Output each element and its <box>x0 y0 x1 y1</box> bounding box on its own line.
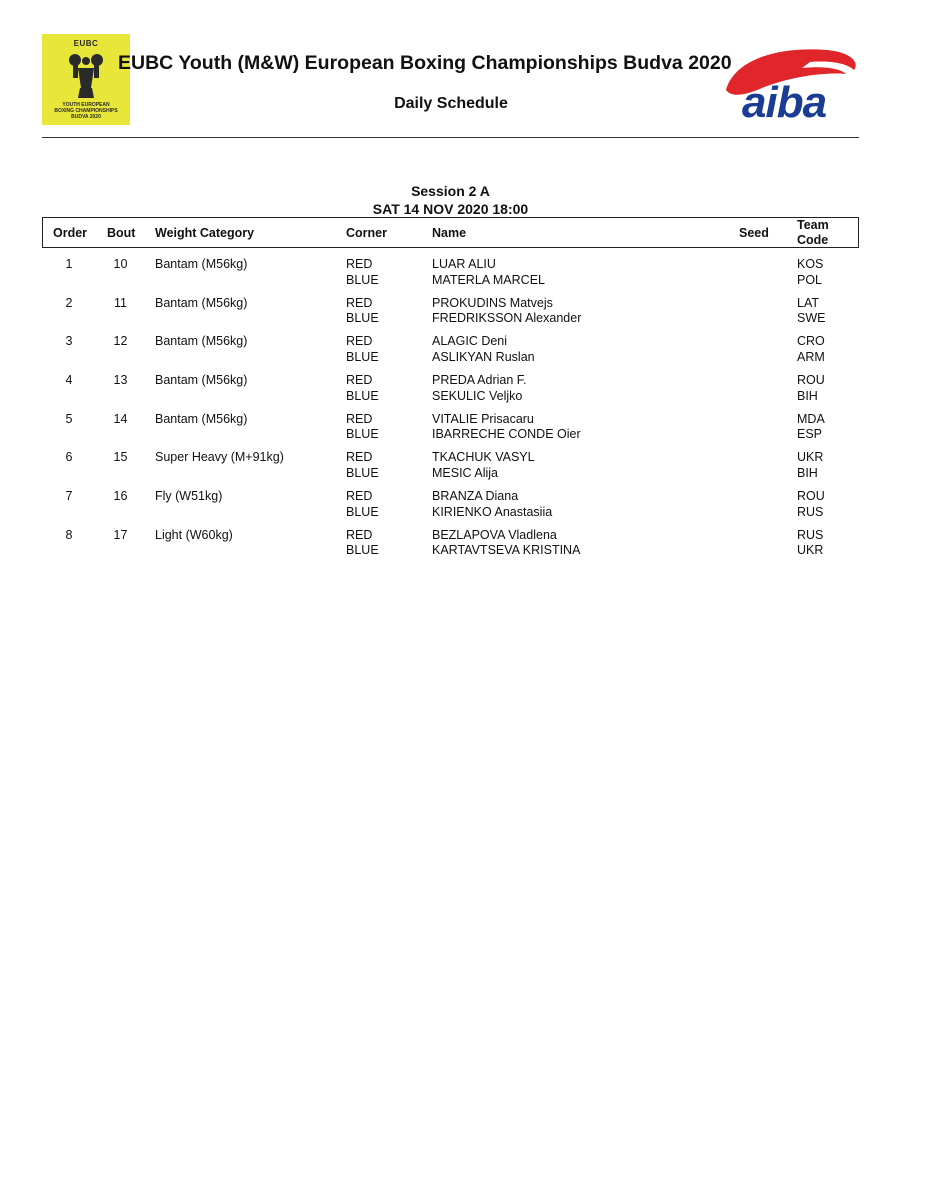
team-code-cell <box>797 373 825 404</box>
order-cell <box>42 450 96 466</box>
team-code-cell-line: ARM <box>797 349 825 364</box>
team-code-cell <box>797 489 825 520</box>
order-cell-line: 6 <box>65 450 73 465</box>
order-cell <box>42 257 96 273</box>
order-cell-line: 7 <box>65 489 73 504</box>
team-code-cell-line: UKR <box>797 450 824 465</box>
session-datetime: SAT 14 NOV 2020 18:00 <box>372 201 529 217</box>
corner-cell-line: RED <box>346 257 373 271</box>
boxer-name-cell-line: VITALIE Prisacaru <box>432 411 534 426</box>
order-cell <box>42 489 96 505</box>
corner-cell-line: BLUE <box>346 388 379 403</box>
bout-cell <box>110 257 131 273</box>
bout-cell-line: 13 <box>113 373 128 388</box>
boxer-name-cell <box>432 334 535 365</box>
boxer-name-cell-line: BRANZA Diana <box>432 489 519 504</box>
bout-cell-line: 10 <box>113 257 128 271</box>
boxer-name-cell-line: ALAGIC Deni <box>432 334 508 349</box>
order-cell-line: 4 <box>65 373 73 388</box>
boxer-name-cell <box>432 489 552 520</box>
team-code-cell-line: CRO <box>797 334 825 349</box>
eubc-caption-line: BOXING CHAMPIONSHIPS <box>54 108 118 114</box>
boxer-name-cell-line: ASLIKYAN Ruslan <box>432 349 535 364</box>
boxer-trophy-icon <box>64 50 108 100</box>
boxer-name-cell-line: TKACHUK VASYL <box>432 450 535 465</box>
header-weight-category: Weight Category <box>155 226 255 240</box>
weight-category-cell <box>155 489 222 505</box>
corner-cell <box>346 334 379 365</box>
order-cell-line: 1 <box>65 257 73 271</box>
corner-cell-line: BLUE <box>346 272 379 287</box>
corner-cell <box>346 528 379 559</box>
weight-category-cell-line: Super Heavy (M+91kg) <box>155 450 284 465</box>
table-row <box>42 412 859 451</box>
boxer-name-cell <box>432 412 581 443</box>
team-code-cell-line: UKR <box>797 543 824 558</box>
order-cell <box>42 373 96 389</box>
bout-cell-line: 14 <box>113 411 128 426</box>
order-cell <box>42 334 96 350</box>
weight-category-cell-line: Bantam (M56kg) <box>155 334 248 349</box>
order-cell <box>42 528 96 544</box>
header-divider <box>42 137 859 138</box>
corner-cell-line: BLUE <box>346 543 379 558</box>
team-code-cell <box>797 528 823 559</box>
weight-category-cell-line: Bantam (M56kg) <box>155 411 248 426</box>
team-code-cell <box>797 296 825 327</box>
corner-cell-line: RED <box>346 295 373 310</box>
header-seed: Seed <box>739 226 769 240</box>
bout-cell-line: 17 <box>113 527 128 542</box>
bout-cell <box>110 296 131 312</box>
bout-cell <box>110 528 131 544</box>
header-code-line: Code <box>797 233 829 247</box>
table-header <box>42 217 859 248</box>
weight-category-cell <box>155 296 247 312</box>
page-title: EUBC Youth (M&W) European Boxing Championships Budva 2020 <box>118 52 732 74</box>
order-cell-line: 5 <box>65 411 73 426</box>
team-code-cell-line: MDA <box>797 411 825 426</box>
eubc-caption-line: BUDVA 2020 <box>71 114 101 120</box>
corner-cell <box>346 412 379 443</box>
corner-cell <box>346 257 379 288</box>
team-code-cell-line: BIH <box>797 388 818 403</box>
header-bout: Bout <box>107 226 136 240</box>
header-corner: Corner <box>346 226 387 240</box>
weight-category-cell-line: Light (W60kg) <box>155 527 233 542</box>
order-cell-line: 8 <box>65 527 73 542</box>
team-code-cell-line: KOS <box>797 257 824 271</box>
bout-cell-line: 12 <box>113 334 128 349</box>
team-code-cell-line: ROU <box>797 373 825 388</box>
table-row <box>42 489 859 528</box>
header-team-code <box>797 218 829 248</box>
corner-cell-line: BLUE <box>346 504 379 519</box>
team-code-cell <box>797 412 825 443</box>
boxer-name-cell <box>432 528 580 559</box>
team-code-cell-line: RUS <box>797 504 824 519</box>
boxer-name-cell-line: PREDA Adrian F. <box>432 373 527 388</box>
boxer-name-cell-line: KIRIENKO Anastasiia <box>432 504 553 519</box>
table-row <box>42 296 859 335</box>
corner-cell-line: RED <box>346 450 373 465</box>
team-code-cell <box>797 257 823 288</box>
team-code-cell <box>797 450 823 481</box>
order-cell <box>42 296 96 312</box>
team-code-cell-line: POL <box>797 272 823 287</box>
team-code-cell-line: SWE <box>797 311 826 326</box>
table-row <box>42 373 859 412</box>
order-cell-line: 3 <box>65 334 73 349</box>
corner-cell-line: RED <box>346 411 373 426</box>
corner-cell <box>346 296 379 327</box>
boxer-name-cell <box>432 450 535 481</box>
boxer-name-cell-line: LUAR ALIU <box>432 257 496 271</box>
weight-category-cell <box>155 528 233 544</box>
boxer-name-cell-line: KARTAVTSEVA KRISTINA <box>432 543 581 558</box>
order-cell-line: 2 <box>65 295 73 310</box>
team-code-cell-line: LAT <box>797 295 819 310</box>
bout-cell <box>110 450 131 466</box>
corner-cell-line: BLUE <box>346 311 379 326</box>
bout-cell <box>110 412 131 428</box>
boxer-name-cell <box>432 296 581 327</box>
bout-list <box>42 257 859 567</box>
bout-cell-line: 15 <box>113 450 128 465</box>
team-code-cell-line: RUS <box>797 527 824 542</box>
corner-cell-line: RED <box>346 334 373 349</box>
boxer-name-cell-line: IBARRECHE CONDE Oier <box>432 427 581 442</box>
eubc-caption-line: YOUTH EUROPEAN <box>62 102 110 108</box>
boxer-name-cell-line: PROKUDINS Matvejs <box>432 295 553 310</box>
bout-cell-line: 11 <box>114 295 127 310</box>
bout-cell <box>110 334 131 350</box>
corner-cell-line: BLUE <box>346 349 379 364</box>
boxer-name-cell <box>432 257 545 288</box>
team-code-cell-line: ROU <box>797 489 825 504</box>
bout-cell <box>110 489 131 505</box>
aiba-logo-text: aiba <box>742 78 827 124</box>
bout-cell <box>110 373 131 389</box>
corner-cell-line: RED <box>346 373 373 388</box>
header-name: Name <box>432 226 467 240</box>
corner-cell-line: RED <box>346 527 373 542</box>
session-heading <box>42 182 859 218</box>
header-team-line: Team <box>797 218 829 232</box>
aiba-logo <box>722 38 862 124</box>
weight-category-cell <box>155 450 284 466</box>
weight-category-cell <box>155 412 247 428</box>
corner-cell <box>346 450 379 481</box>
table-row <box>42 257 859 296</box>
team-code-cell-line: ESP <box>797 427 823 442</box>
weight-category-cell-line: Fly (W51kg) <box>155 489 223 504</box>
session-name: Session 2 A <box>411 183 490 199</box>
boxer-name-cell-line: BEZLAPOVA Vladlena <box>432 527 557 542</box>
table-row <box>42 528 859 567</box>
bout-cell-line: 16 <box>113 489 128 504</box>
boxer-name-cell-line: FREDRIKSSON Alexander <box>432 311 582 326</box>
weight-category-cell-line: Bantam (M56kg) <box>155 373 248 388</box>
order-cell <box>42 412 96 428</box>
weight-category-cell-line: Bantam (M56kg) <box>155 257 248 271</box>
header-order: Order <box>53 226 88 240</box>
team-code-cell-line: BIH <box>797 465 818 480</box>
eubc-logo-text: EUBC <box>73 39 99 48</box>
weight-category-cell-line: Bantam (M56kg) <box>155 295 248 310</box>
boxer-name-cell-line: MATERLA MARCEL <box>432 272 545 287</box>
corner-cell-line: BLUE <box>346 465 379 480</box>
team-code-cell <box>797 334 825 365</box>
corner-cell <box>346 373 379 404</box>
corner-cell-line: RED <box>346 489 373 504</box>
table-row <box>42 450 859 489</box>
corner-cell <box>346 489 379 520</box>
table-row <box>42 334 859 373</box>
boxer-name-cell-line: SEKULIC Veljko <box>432 388 523 403</box>
boxer-name-cell-line: MESIC Alija <box>432 465 498 480</box>
weight-category-cell <box>155 373 247 389</box>
corner-cell-line: BLUE <box>346 427 379 442</box>
weight-category-cell <box>155 334 247 350</box>
boxer-name-cell <box>432 373 527 404</box>
weight-category-cell <box>155 257 247 273</box>
page-subtitle: Daily Schedule <box>394 95 508 112</box>
